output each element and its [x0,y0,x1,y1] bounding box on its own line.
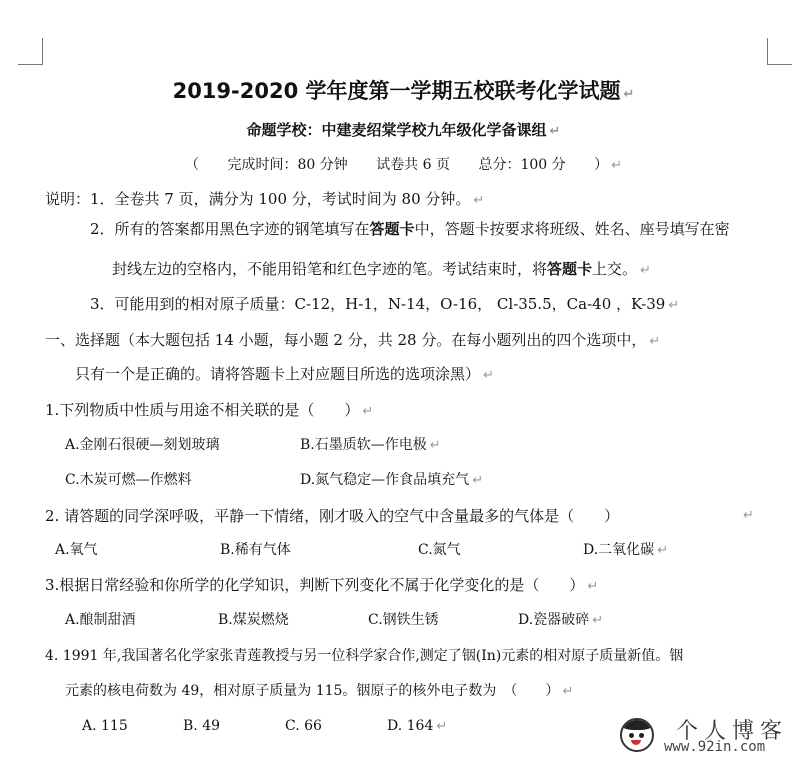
instruction-line-3: 封线左边的空格内，不能用铅笔和红色字迹的笔。考试结束时，将答题卡上交。 ↵ [112,260,651,278]
question-2-paragraph-mark: ↵ [743,508,754,523]
exam-subtitle: 命题学校：中建麦绍棠学校九年级化学备课组 ↵ [246,121,561,139]
question-4-option-d: D. 164 ↵ [387,718,448,734]
instruction-line-2: 2．所有的答案都用黑色字迹的钢笔填写在答题卡中，答题卡按要求将班级、姓名、座号填写在密 [90,220,730,238]
question-1-option-b: B.石墨质软—作电极 ↵ [300,437,441,453]
question-3-option-c: C.钢铁生锈 [368,612,439,628]
exam-meta: （ 完成时间：80 分钟 试卷共 6 页 总分：100 分 ） ↵ [185,157,622,173]
question-4-stem-cont: 元素的核电荷数为 49，相对原子质量为 115。铟原子的核外电子数为 （ ） ↵ [65,683,574,699]
instruction-line-1: 说明：1．全卷共 7 页，满分为 100 分，考试时间为 80 分钟。 ↵ [45,190,485,208]
question-1-stem: 1.下列物质中性质与用途不相关联的是（ ） ↵ [45,401,374,419]
question-1-option-a: A.金刚石很硬—刻划玻璃 [65,437,220,453]
question-4-option-b: B. 49 [183,718,221,734]
question-4-option-a: A. 115 [82,718,128,734]
section-heading-cont: 只有一个是正确的。请将答题卡上对应题目所选的选项涂黑） ↵ [75,365,494,383]
meta-time: 完成时间：80 分钟 [227,157,348,173]
crop-mark-top-left [18,38,43,65]
crop-mark-top-right [767,38,792,65]
meta-score: 总分：100 分 [478,157,566,173]
section-heading: 一、选择题（本大题包括 14 小题，每小题 2 分，共 28 分。在每小题列出的四个选项中， ↵ [45,331,661,349]
question-3-option-b: B.煤炭燃烧 [218,612,289,628]
question-2-option-d: D.二氧化碳 ↵ [583,542,669,558]
watermark-url: www.92in.com [664,739,766,755]
question-4-stem: 4. 1991 年,我国著名化学家张青莲教授与另一位科学家合作,测定了铟(In)元素的相对原子质量新值。铟 [45,648,684,664]
question-2-option-c: C.氮气 [418,542,461,558]
question-4-option-c: C. 66 [285,718,322,734]
instruction-line-4: 3．可能用到的相对原子质量：C-12，H-1，N-14，O-16， Cl-35.5，Ca-40 ，K-39 ↵ [90,295,680,313]
blog-watermark [614,712,807,757]
cartoon-face-icon [620,718,654,752]
question-3-stem: 3.根据日常经验和你所学的化学知识，判断下列变化不属于化学变化的是（ ） ↵ [45,576,599,594]
question-3-option-a: A.酿制甜酒 [65,612,136,628]
question-2-option-a: A.氧气 [55,542,98,558]
watermark-text: 个人博客 [676,719,789,744]
question-1-option-c: C.木炭可燃—作燃料 [65,472,192,488]
question-1-option-d: D.氮气稳定—作食品填充气 ↵ [300,472,484,488]
question-3-option-d: D.瓷器破碎 ↵ [518,612,604,628]
meta-pages: 试卷共 6 页 [376,157,450,173]
exam-title: 2019-2020 学年度第一学期五校联考化学试题 ↵ [172,79,635,103]
question-2-stem: 2. 请答题的同学深呼吸，平静一下情绪，刚才吸入的空气中含量最多的气体是（ ） [45,507,620,525]
question-2-option-b: B.稀有气体 [220,542,291,558]
